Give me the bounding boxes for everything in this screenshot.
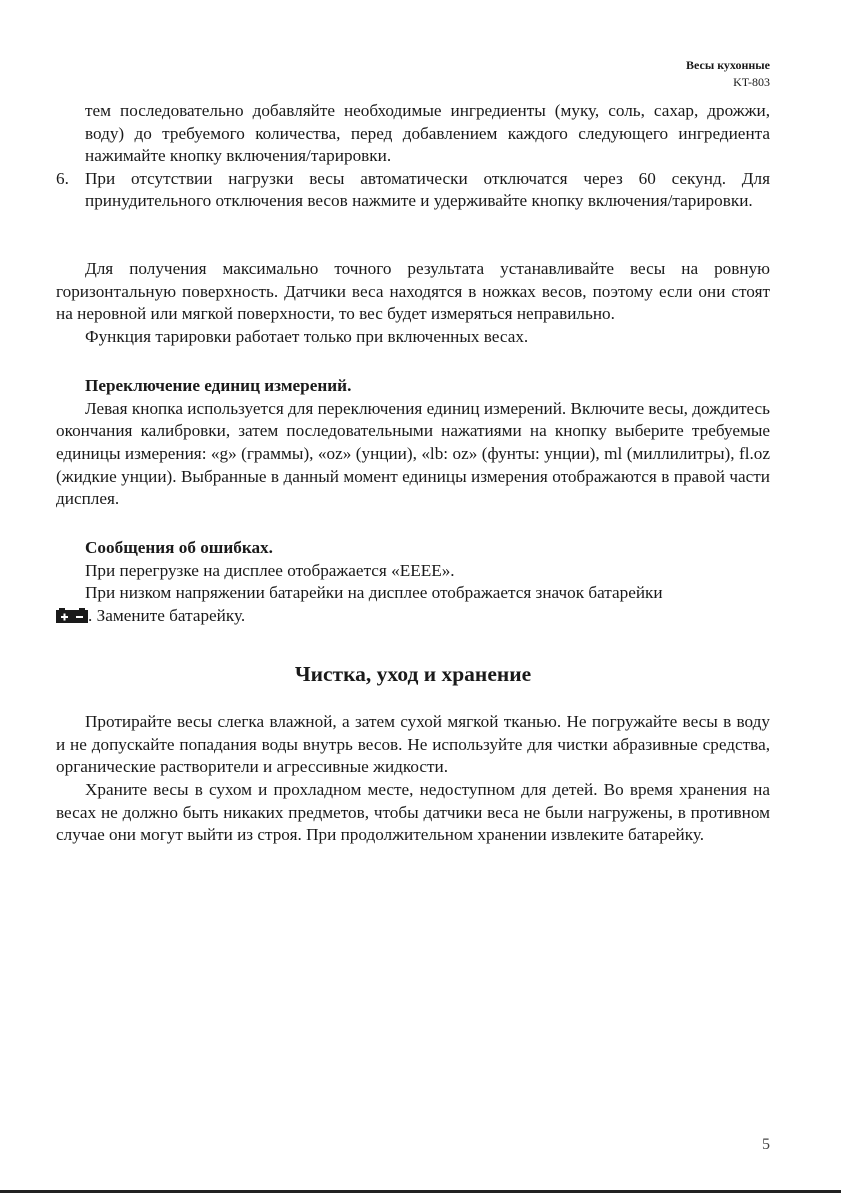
- low-battery-message: [56, 582, 770, 627]
- replace-battery-text: . Замените батарейку.: [88, 606, 246, 626]
- tare-note: Функция тарировки работает только при включенных весах.: [85, 326, 529, 346]
- header-model: KT-803: [733, 75, 770, 89]
- care-wipe: Протирайте весы слегка влажной, а затем сухой мягкой тканью. Не погружайте весы в воду и не допускайте попадания воды внутрь весов. Не используйте для чистки абразивные средства, органические растворители и агрессивные жидкости.: [56, 712, 770, 777]
- page-number: 5: [762, 1136, 770, 1153]
- battery-icon: [56, 608, 88, 623]
- step-6-text: При отсутствии нагрузки весы автоматически отключатся через 60 секунд. Для принудительного отключения весов нажмите и удерживайте кнопку включения/тарировки.: [85, 168, 770, 211]
- step-6-number: 6.: [56, 168, 69, 188]
- page-content: [56, 100, 770, 847]
- low-battery-text: При низком напряжении батарейки на дисплее отображается значок батарейки: [85, 583, 663, 603]
- page-header: [686, 57, 770, 91]
- accuracy-note: Для получения максимально точного результата устанавливайте весы на ровную горизонтальную поверхность. Датчики веса находятся в ножках весов, поэтому если они стоят на неровной или мягкой поверхности, то вес будет измеряться неправильно.: [56, 259, 770, 324]
- step5-continuation: тем последовательно добавляйте необходимые ингредиенты (муку, соль, сахар, дрожжи, воду) до требуемого количества, перед добавлением каждого следующего ингредиента нажимайте кнопку включения/тарировки.: [85, 101, 770, 166]
- header-brand: Весы кухонные: [686, 58, 770, 72]
- units-heading: Переключение единиц измерений.: [85, 376, 352, 396]
- overload-message: При перегрузке на дисплее отображается «EEEE».: [85, 560, 455, 580]
- errors-heading: Сообщения об ошибках.: [85, 538, 273, 558]
- units-body: Левая кнопка используется для переключения единиц измерений. Включите весы, дождитесь окончания калибровки, затем последовательными нажатиями на кнопку выберите требуемые единицы измерения: «g» (граммы), «oz» (унции), «lb: oz» (фунты: унции), ml (миллилитры), fl.oz (жидкие унции). Выбранные в данный момент единицы измерения отображаются в правой части дисплея.: [56, 398, 770, 509]
- care-title: Чистка, уход и хранение: [294, 661, 532, 686]
- step-6: [56, 168, 770, 213]
- care-storage: Храните весы в сухом и прохладном месте, недоступном для детей. Во время хранения на весах не должно быть никаких предметов, чтобы датчики веса не были нагружены, в противном случае они могут выйти из строя. При продолжительном хранении извлеките батарейку.: [56, 780, 770, 845]
